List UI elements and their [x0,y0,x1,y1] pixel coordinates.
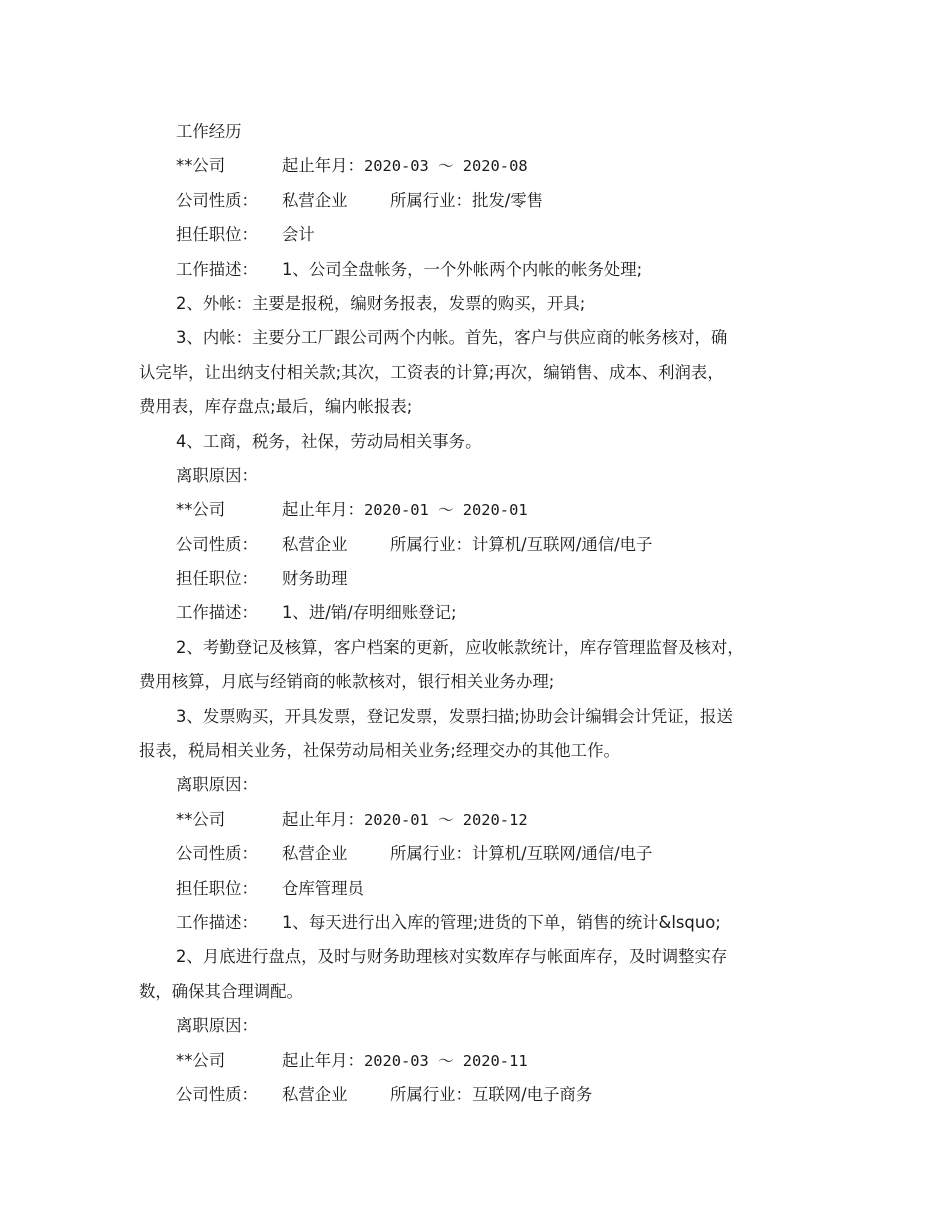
company-name: **公司 [176,500,226,520]
work-experience-section [139,115,819,1112]
job-header-row [139,803,819,837]
period-label: 起止年月： [282,1050,364,1070]
industry-label: 所属行业： [390,844,472,864]
nature-value: 私营企业 [282,190,348,210]
description-line: 认完毕，让出纳支付相关款;其次，工资表的计算;再次，编销售、成本、利润表， [139,362,724,382]
industry-label: 所属行业： [390,1084,472,1104]
description-line: 3、发票购买，开具发票，登记发票，发票扫描;协助会计编辑会计凭证，报送 [176,706,733,726]
nature-label: 公司性质： [176,190,258,210]
leave-reason: 离职原因： [176,465,258,485]
description-text: 1、进/销/存明细账登记; [282,603,457,623]
description-line: 费用表，库存盘点;最后，编内帐报表; [139,397,413,417]
description-line: 2、考勤登记及核算，客户档案的更新，应收帐款统计，库存管理监督及核对， [176,637,744,657]
position-label: 担任职位： [176,878,258,898]
position-label: 担任职位： [176,225,258,245]
nature-value: 私营企业 [282,1084,348,1104]
position-row [139,562,819,596]
description-text: 1、每天进行出入库的管理;进货的下单，销售的统计&lsquo; [282,912,721,932]
nature-value: 私营企业 [282,844,348,864]
nature-label: 公司性质： [176,844,258,864]
description-label: 工作描述： [176,259,258,279]
company-nature-row [139,528,819,562]
company-name: **公司 [176,156,226,176]
description-row [139,253,819,287]
company-nature-row [139,837,819,871]
job-header-row [139,149,819,183]
section-title: 工作经历 [176,122,242,141]
period-value: 2020-01 ～ 2020-12 [363,810,528,829]
company-name: **公司 [176,809,226,829]
position-value: 财务助理 [282,569,348,589]
leave-reason: 离职原因： [176,775,258,795]
period-label: 起止年月： [282,809,364,829]
nature-label: 公司性质： [176,1084,258,1104]
industry-value: 计算机/互联网/通信/电子 [471,534,653,554]
industry-label: 所属行业： [390,190,472,210]
position-row [139,218,819,252]
job-header-row [139,493,819,527]
company-nature-row [139,1078,819,1112]
description-line: 2、外帐：主要是报税，编财务报表，发票的购买，开具; [176,293,586,313]
description-label: 工作描述： [176,603,258,623]
leave-reason: 离职原因： [176,1016,258,1036]
position-value: 会计 [282,225,315,245]
period-label: 起止年月： [282,500,364,520]
company-nature-row [139,184,819,218]
description-line: 报表，税局相关业务，社保劳动局相关业务;经理交办的其他工作。 [139,741,620,761]
company-name: **公司 [176,1050,226,1070]
description-line: 4、工商，税务，社保，劳动局相关事务。 [176,431,482,451]
position-row [139,872,819,906]
industry-value: 互联网/电子商务 [471,1084,593,1104]
description-label: 工作描述： [176,912,258,932]
nature-value: 私营企业 [282,534,348,554]
nature-label: 公司性质： [176,534,258,554]
description-text: 1、公司全盘帐务，一个外帐两个内帐的帐务处理; [282,259,643,279]
description-row [139,906,819,940]
industry-label: 所属行业： [390,534,472,554]
period-value: 2020-03 ～ 2020-11 [363,1051,528,1070]
period-label: 起止年月： [282,156,364,176]
period-value: 2020-01 ～ 2020-01 [363,501,528,520]
description-line: 费用核算，月底与经销商的帐款核对，银行相关业务办理; [139,672,555,692]
description-row [139,596,819,630]
industry-value: 计算机/互联网/通信/电子 [471,844,653,864]
industry-value: 批发/零售 [471,190,544,210]
description-line: 3、内帐：主要分工厂跟公司两个内帐。首先，客户与供应商的帐务核对，确 [176,328,728,348]
job-header-row [139,1044,819,1078]
description-line: 数，确保其合理调配。 [139,981,303,1001]
period-value: 2020-03 ～ 2020-08 [363,157,528,176]
description-line: 2、月底进行盘点，及时与财务助理核对实数库存与帐面库存，及时调整实存 [176,947,728,967]
position-label: 担任职位： [176,569,258,589]
position-value: 仓库管理员 [282,878,364,898]
